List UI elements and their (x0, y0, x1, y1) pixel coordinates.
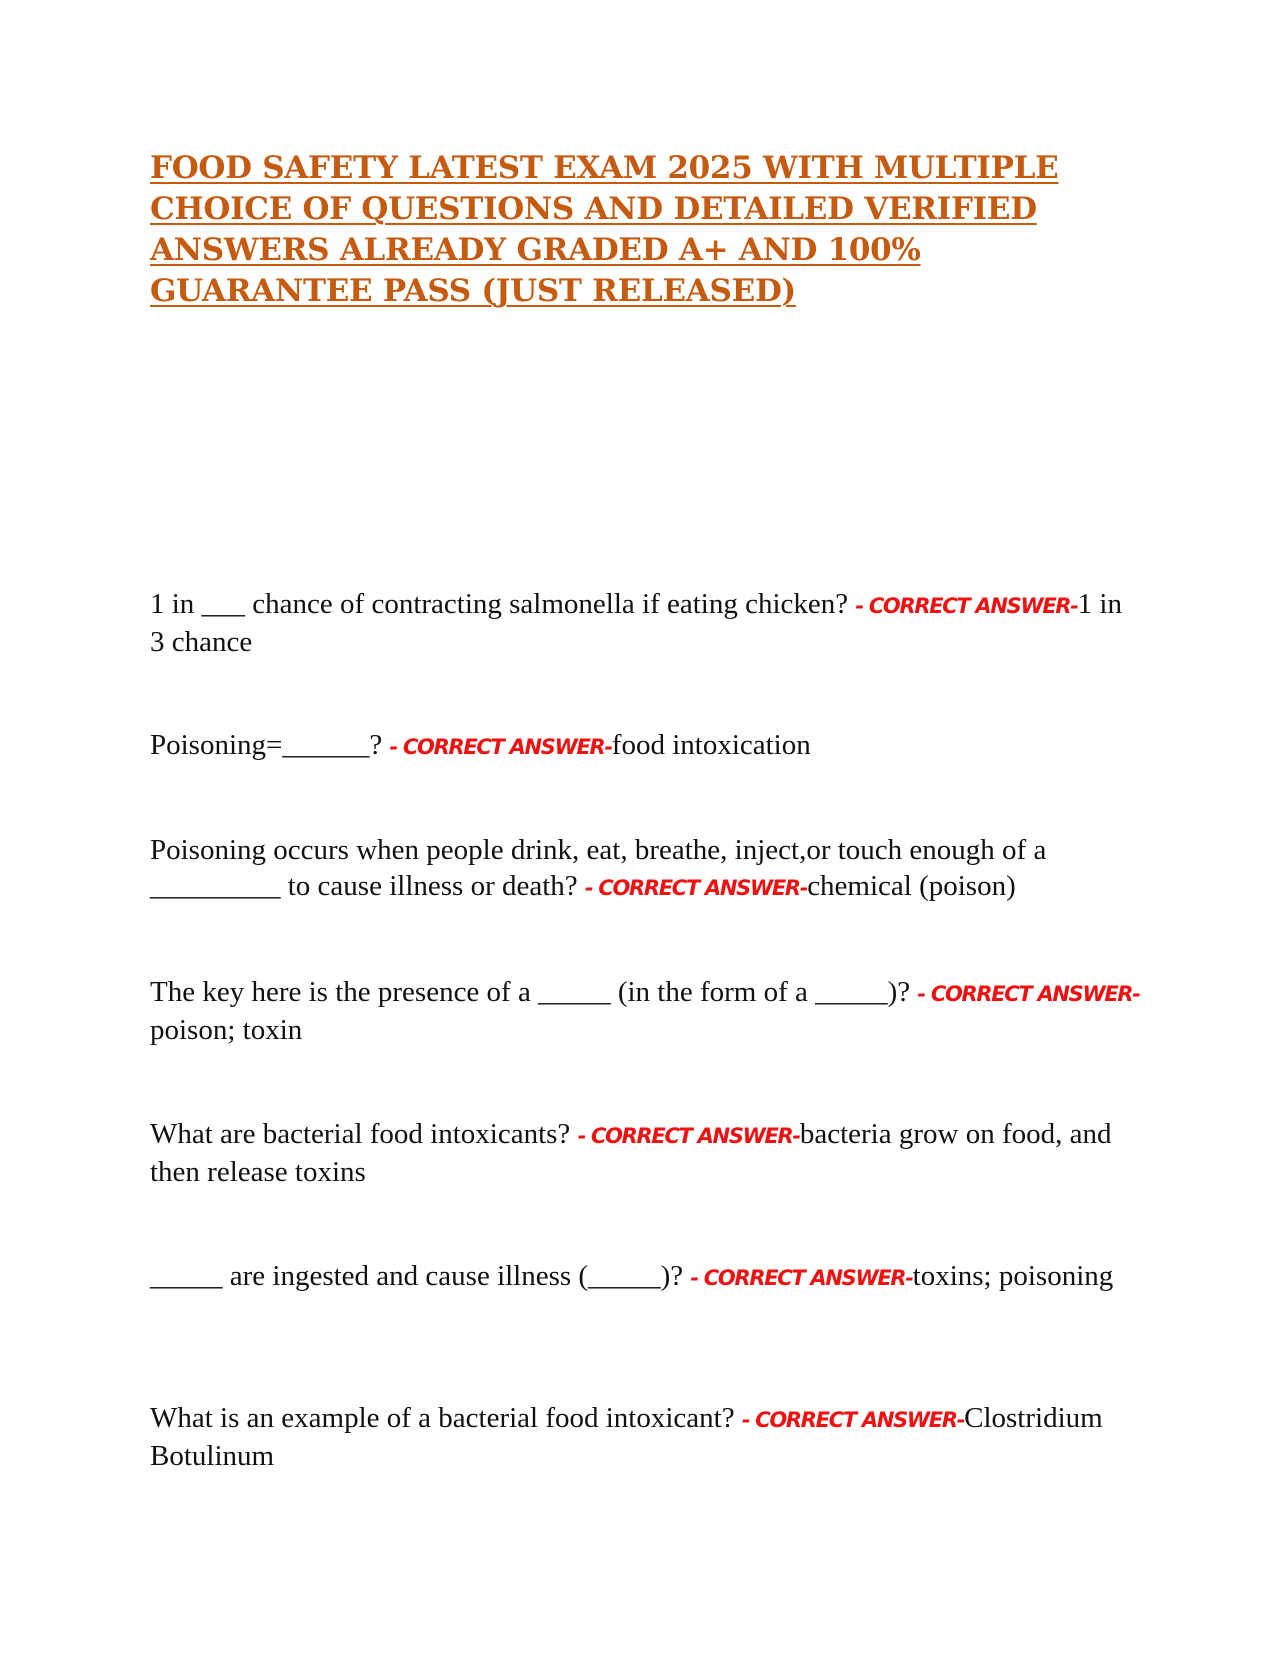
question-text: 1 in ___ chance of contracting salmonella if eating chicken? (150, 588, 856, 620)
answer-text: Clostridium Botulinum (150, 1402, 1103, 1472)
qa-item (150, 1116, 1140, 1190)
correct-answer-marker: - CORRECT ANSWER- (577, 1124, 800, 1148)
question-text: What are bacterial food intoxicants? (150, 1118, 578, 1150)
qa-item (150, 727, 1140, 765)
answer-text: poison; toxin (150, 1014, 303, 1046)
correct-answer-marker: - CORRECT ANSWER- (741, 1408, 965, 1432)
qa-item (150, 974, 1140, 1048)
answer-text: 1 in 3 chance (150, 588, 1122, 658)
correct-answer-marker: - CORRECT ANSWER- (389, 735, 612, 759)
qa-item (150, 586, 1140, 660)
qa-item (150, 1258, 1140, 1296)
answer-text: chemical (poison) (807, 870, 1016, 902)
answer-text: bacteria grow on food, and then release toxins (150, 1118, 1112, 1188)
correct-answer-marker: - CORRECT ANSWER- (690, 1266, 913, 1290)
answer-text: toxins; poisoning (912, 1260, 1114, 1292)
question-text: Poisoning occurs when people drink, eat, breathe, inject,or touch enough of a _________ to cause illness or death? (150, 834, 1047, 902)
document-title: FOOD SAFETY LATEST EXAM 2025 WITH MULTIPLE CHOICE OF QUESTIONS AND DETAILED VERIFIED ANSWERS ALREADY GRADED A+ AND 100% GUARANTEE PASS (JUST RELEASED) (150, 150, 1059, 309)
correct-answer-marker: - CORRECT ANSWER- (917, 982, 1140, 1006)
question-text: The key here is the presence of a _____ (in the form of a _____)? (150, 976, 918, 1008)
answer-text: food intoxication (611, 729, 811, 761)
correct-answer-marker: - CORRECT ANSWER- (584, 876, 808, 900)
question-text: What is an example of a bacterial food intoxicant? (150, 1402, 742, 1434)
correct-answer-marker: - CORRECT ANSWER- (855, 594, 1078, 618)
qa-item (150, 1400, 1140, 1474)
qa-item (150, 832, 1140, 906)
question-text: Poisoning=______? (150, 729, 390, 761)
question-text: _____ are ingested and cause illness (_____)? (150, 1260, 691, 1292)
